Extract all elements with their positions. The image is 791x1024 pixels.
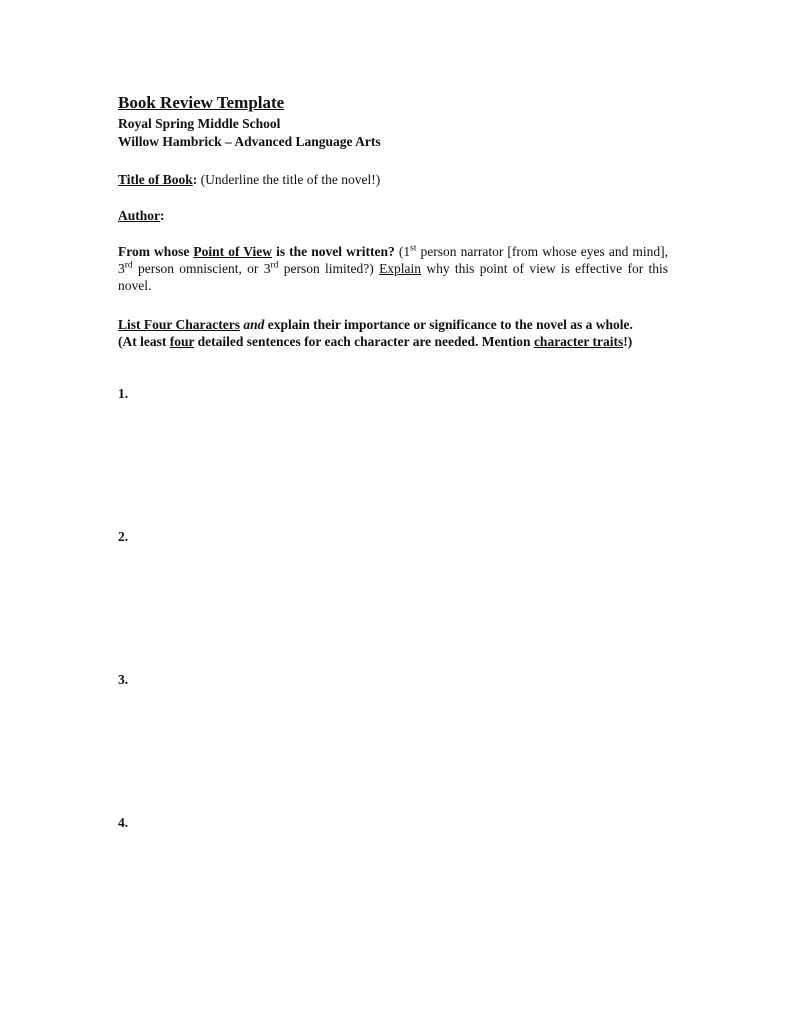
school-name: Royal Spring Middle School	[118, 116, 281, 131]
teacher-course-line: Willow Hambrick – Advanced Language Arts	[118, 134, 381, 149]
characters-four: four	[169, 334, 195, 349]
author-colon: :	[160, 208, 165, 223]
pov-sup-rd-1: rd	[124, 260, 133, 271]
item-number-2: 2.	[118, 529, 129, 544]
author-label: Author	[118, 208, 161, 223]
pov-part3: person limited?)	[278, 261, 380, 276]
point-of-view-prompt	[118, 243, 668, 294]
characters-prompt	[118, 316, 653, 350]
pov-sup-rd-2: rd	[270, 260, 279, 271]
item-number-4: 4.	[118, 815, 129, 830]
pov-open: (1	[394, 244, 411, 259]
pov-prefix: From whose	[118, 244, 194, 259]
author-field	[118, 208, 165, 224]
title-of-book-colon: :	[192, 172, 198, 187]
characters-and: and	[243, 317, 265, 332]
pov-keyword: Point of View	[193, 244, 273, 259]
pov-question: is the novel written?	[272, 244, 395, 259]
document-title: Book Review Template	[118, 93, 285, 112]
characters-end: !)	[623, 334, 633, 349]
pov-part2: person omniscient, or 3	[132, 261, 271, 276]
pov-explain: Explain	[379, 261, 422, 276]
characters-lead: List Four Characters	[118, 317, 240, 332]
title-of-book-field	[118, 172, 380, 188]
characters-part1: explain their importance or significance to the novel as a whole. (At least	[118, 317, 633, 349]
pov-part1: person narrator [from whose eyes and mind], 3	[118, 244, 669, 276]
pov-sup-st: st	[410, 243, 417, 254]
item-number-1: 1.	[118, 386, 129, 401]
item-number-3: 3.	[118, 672, 129, 687]
characters-traits: character traits	[533, 334, 624, 349]
title-of-book-label: Title of Book	[118, 172, 193, 187]
characters-part2: detailed sentences for each character are needed. Mention	[194, 334, 534, 349]
pov-tail: why this point of view is effective for this novel.	[118, 261, 668, 293]
title-of-book-instruction: (Underline the title of the novel!)	[197, 172, 381, 187]
